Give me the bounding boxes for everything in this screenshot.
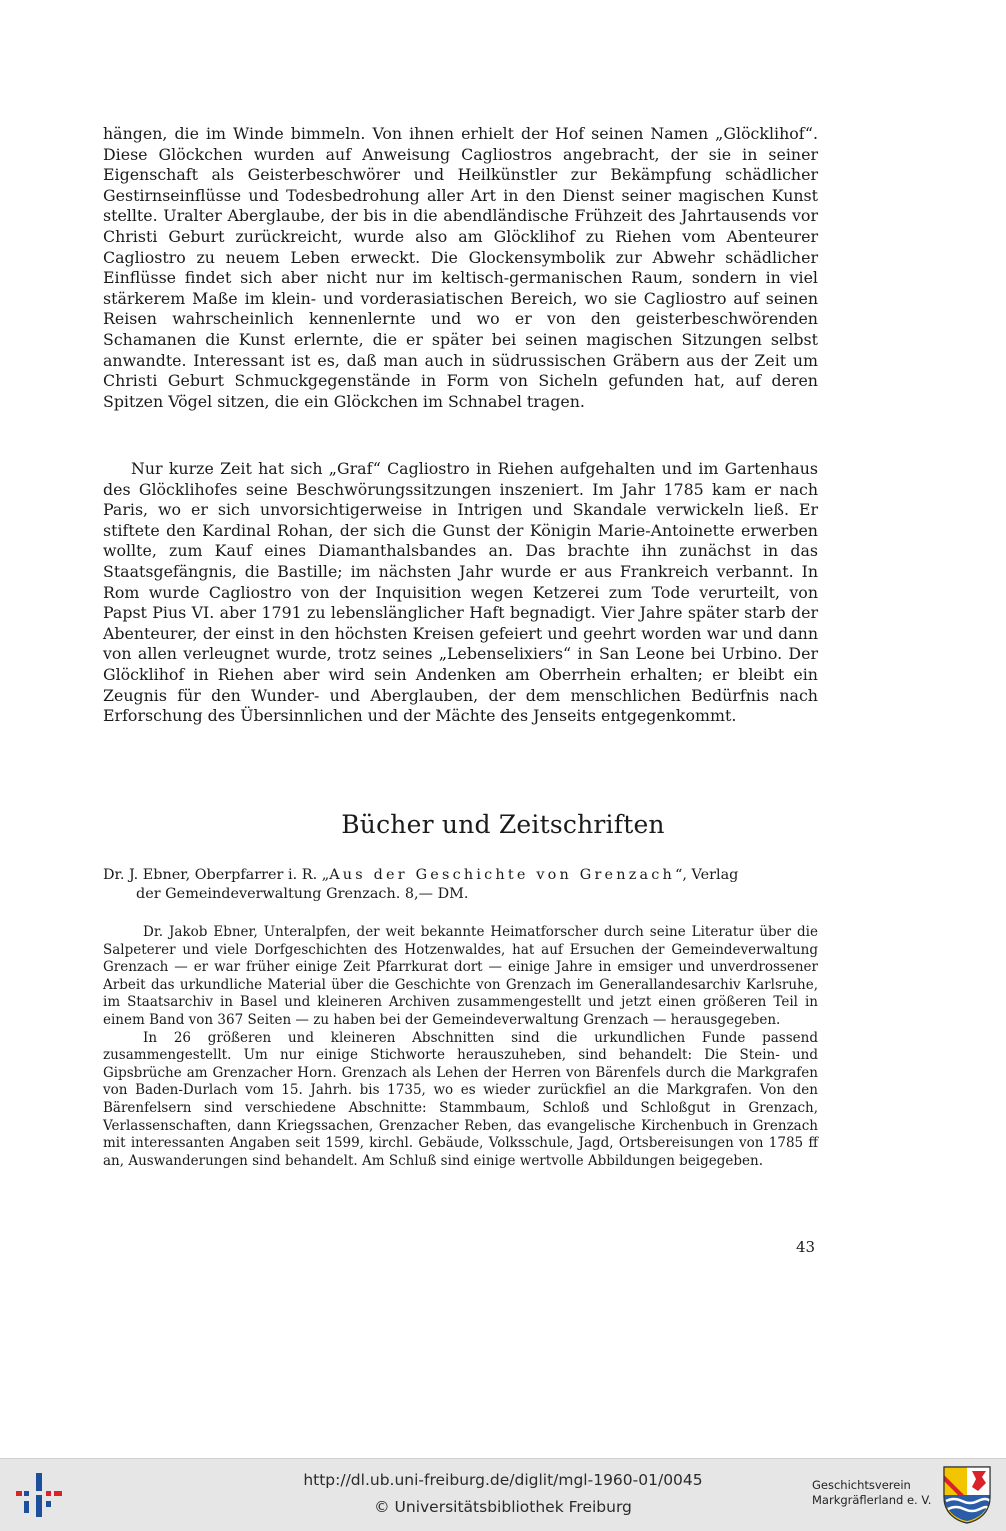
copyright-notice: © Universitätsbibliothek Freiburg xyxy=(374,1498,632,1516)
reference-publisher: “, Verlag xyxy=(675,867,739,883)
society-name-line: Markgräflerland e. V. xyxy=(812,1493,932,1507)
reference-title: Aus der Geschichte von Grenzach xyxy=(329,867,676,883)
book-reference xyxy=(103,866,818,903)
reference-continuation: der Gemeindeverwaltung Grenzach. 8,— DM. xyxy=(136,885,469,902)
book-review xyxy=(103,924,818,1170)
body-paragraph: hängen, die im Winde bimmeln. Von ihnen erhielt der Hof seinen Namen „Glöcklihof“. Diese Glöckchen wurden auf Anweisung Cagliostros angebracht, der sie in seiner Eigenschaft als Geisterbeschwörer und Heilkünstler zur Bekämpfung schädlicher Gestirnseinflüsse und Todesbedrohung aller Art in den Dienst seiner magischen Kunst stellte. Uralter Aberglaube, der bis in die abendländische Frühzeit des Jahrtausends vor Christi Geburt zurückreicht, wurde also am Glöcklihof zu Riehen vom Abenteurer Cagliostro zu neuem Leben erweckt. Die Glockensymbolik zur Abwehr schädlicher Einflüsse findet sich aber nicht nur im keltisch-germanischen Raum, sondern in viel stärkerem Maße im klein- und vorderasiatischen Bereich, wo sie Cagliostro auf seinen Reisen wahrscheinlich kennenlernte und wo er von den geisterbeschwörenden Schamanen die Kunst erlernte, die er später bei seinen magischen Sitzungen selbst anwandte. Interessant ist es, daß man auch in südrussischen Gräbern aus der Zeit um Christi Geburt Schmuckgegenstände in Form von Sicheln gefunden hat, auf deren Spitzen Vögel sitzen, die ein Glöckchen im Schnabel tragen. xyxy=(103,124,818,411)
body-paragraph: Nur kurze Zeit hat sich „Graf“ Cagliostro in Riehen aufgehalten und im Gartenhaus des Glöcklihofes seine Beschwörungssitzungen inszeniert. Im Jahr 1785 kam er nach Paris, wo er sich unvorsichtigerweise in Intrigen und Skandale verwickeln ließ. Er stiftete den Kardinal Rohan, der sich die Gunst der Königin Marie-Antoinette erwerben wollte, zum Kauf eines Diamanthalsbandes an. Das brachte ihn zunächst in das Staatsgefängnis, die Bastille; im nächsten Jahr wurde er aus Frankreich verbannt. In Rom wurde Cagliostro von der Inquisition wegen Ketzerei zum Tode verurteilt, von Papst Pius VI. aber 1791 zu lebenslänglicher Haft begnadigt. Vier Jahre später starb der Abenteurer, der einst in den höchsten Kreisen gefeiert und geehrt worden war und dann von allen verleugnet wurde, trotz seines „Lebenselixiers“ in San Leone bei Urbino. Der Glöcklihof in Riehen aber wird sein Andenken am Oberrhein erhalten; er bleibt ein Zeugnis für den Wunder- und Aberglauben, der dem menschlichen Bedürfnis nach Erforschung des Übersinnlichen und der Mächte des Jenseits entgegenkommt. xyxy=(103,459,818,726)
permalink-url[interactable]: http://dl.ub.uni-freiburg.de/diglit/mgl-1960-01/0045 xyxy=(303,1471,703,1489)
review-paragraph: In 26 größeren und kleineren Abschnitten sind die urkundlichen Funde passend zusammengestellt. Um nur einige Stichworte herauszuheben, sind behandelt: Die Stein- und Gipsbrüche am Grenzacher Horn. Grenzach als Lehen der Herren von Bärenfels durch die Markgrafen von Baden-Durlach vom 15. Jahrh. bis 1735, wo es wieder zurückfiel an die Markgrafen. Von den Bärenfelsern sind verschiedene Abschnitte: Stammbaum, Schloß und Schloßgut in Grenzach, Verlassenschaften, dann Kriegssachen, Grenzacher Reben, das evangelische Kirchenbuch in Grenzach mit interessanten Angaben seit 1599, kirchl. Gebäude, Volksschule, Jagd, Ortsbereisungen von 1785 ff an, Auswanderungen sind behandelt. Am Schluß sind einige wertvolle Abbildungen beigegeben. xyxy=(103,1029,818,1169)
reference-author: Dr. J. Ebner, Oberpfarrer i. R. „ xyxy=(103,867,330,883)
society-name xyxy=(812,1478,938,1508)
society-name-line: Geschichtsverein xyxy=(812,1478,911,1492)
section-heading: Bücher und Zeitschriften xyxy=(341,810,665,839)
markgraeflerland-crest-icon[interactable] xyxy=(942,1465,992,1525)
review-paragraph: Dr. Jakob Ebner, Unteralpfen, der weit bekannte Heimatforscher durch seine Literatur über die Salpeterer und viele Dorfgeschichten des Hotzenwaldes, hat auf Ersuchen der Gemeindeverwaltung Grenzach — er war früher einige Zeit Pfarrkurat dort — einige Jahre in emsiger und unverdrossener Arbeit das urkundliche Material über die Geschichte von Grenzach im Generallandesarchiv Karlsruhe, im Staatsarchiv in Basel und kleineren Archiven zusammengestellt und jetzt einen größeren Teil in einem Band von 367 Seiten — zu haben bei der Gemeindeverwaltung Grenzach — herausgegeben. xyxy=(103,924,818,1028)
viewer-footer xyxy=(0,1458,1006,1531)
page-number: 43 xyxy=(796,1238,816,1256)
